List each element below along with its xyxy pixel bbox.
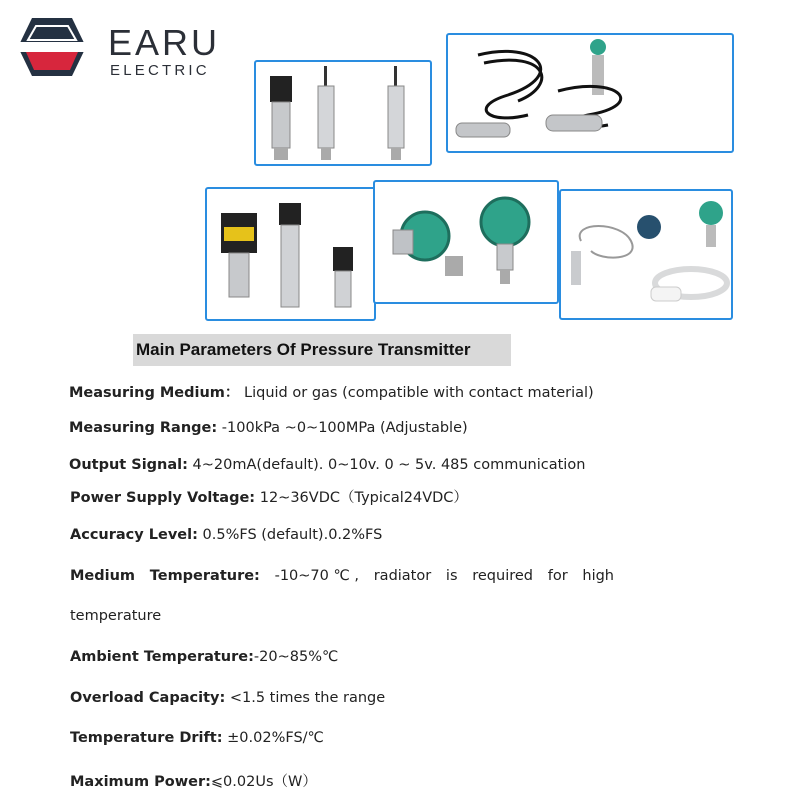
param-label: Measuring Range: — [69, 420, 218, 436]
product-photo-5 — [559, 189, 733, 320]
param-value: ±0.02%FS/℃ — [222, 730, 324, 746]
param-medium-temperature — [70, 568, 614, 584]
param-value: 0.5%FS (default).0.2%FS — [197, 527, 383, 543]
explosion-proof-transmitter-icon — [375, 182, 559, 304]
brand-name: EARU — [108, 22, 221, 63]
param-value: -10~70 ℃ , — [274, 568, 359, 584]
param-overload-capacity — [70, 690, 385, 706]
param-label: Measuring Medium： — [69, 385, 240, 401]
param-output-signal — [69, 457, 585, 473]
param-label: Ambient Temperature: — [70, 649, 254, 665]
param-power-supply-voltage — [70, 486, 468, 507]
brand-tagline: ELECTRIC — [110, 62, 210, 79]
param-value: ⩽0.02Us（W） — [210, 774, 317, 790]
param-word: required — [472, 568, 533, 584]
level-transmitter-icon — [448, 35, 734, 153]
param-label-2: Temperature: — [149, 568, 260, 584]
param-accuracy-level — [70, 527, 382, 543]
param-word: is — [445, 568, 458, 584]
param-word: for — [547, 568, 568, 584]
earu-hexagon-logo-icon — [14, 16, 90, 78]
param-measuring-range — [69, 420, 468, 436]
param-word: radiator — [373, 568, 432, 584]
param-value: -100kPa ~0~100MPa (Adjustable) — [217, 420, 468, 436]
param-label: Power Supply Voltage: — [70, 490, 256, 506]
param-measuring-medium — [69, 381, 594, 402]
param-temperature-drift — [70, 730, 324, 746]
param-label: Temperature Drift: — [70, 730, 223, 746]
param-ambient-temperature — [70, 649, 338, 665]
digital-pressure-gauge-icon — [207, 189, 376, 321]
param-label: Medium — [70, 568, 136, 584]
param-medium-temperature-continued — [70, 608, 161, 624]
param-label: Accuracy Level: — [70, 527, 198, 543]
param-value: -20~85%℃ — [253, 649, 339, 665]
pressure-transmitter-icon — [256, 62, 432, 166]
param-value: 12~36VDC（Typical24VDC） — [255, 490, 468, 506]
product-photo-1 — [254, 60, 432, 166]
param-value: <1.5 times the range — [225, 690, 386, 706]
product-photo-2 — [446, 33, 734, 153]
param-value: Liquid or gas (compatible with contact material) — [239, 385, 594, 401]
param-maximum-power — [70, 770, 317, 791]
param-label: Output Signal: — [69, 457, 188, 473]
remote-level-transmitter-icon — [561, 191, 733, 320]
param-label: Maximum Power: — [70, 774, 211, 790]
param-value: temperature — [70, 608, 162, 624]
product-photo-3 — [205, 187, 376, 321]
param-word: high — [582, 568, 614, 584]
product-photo-4 — [373, 180, 559, 304]
section-heading: Main Parameters Of Pressure Transmitter — [133, 334, 511, 366]
param-value: 4~20mA(default). 0~10v. 0 ~ 5v. 485 communication — [187, 457, 586, 473]
brand-logo — [14, 16, 224, 78]
param-label: Overload Capacity: — [70, 690, 226, 706]
